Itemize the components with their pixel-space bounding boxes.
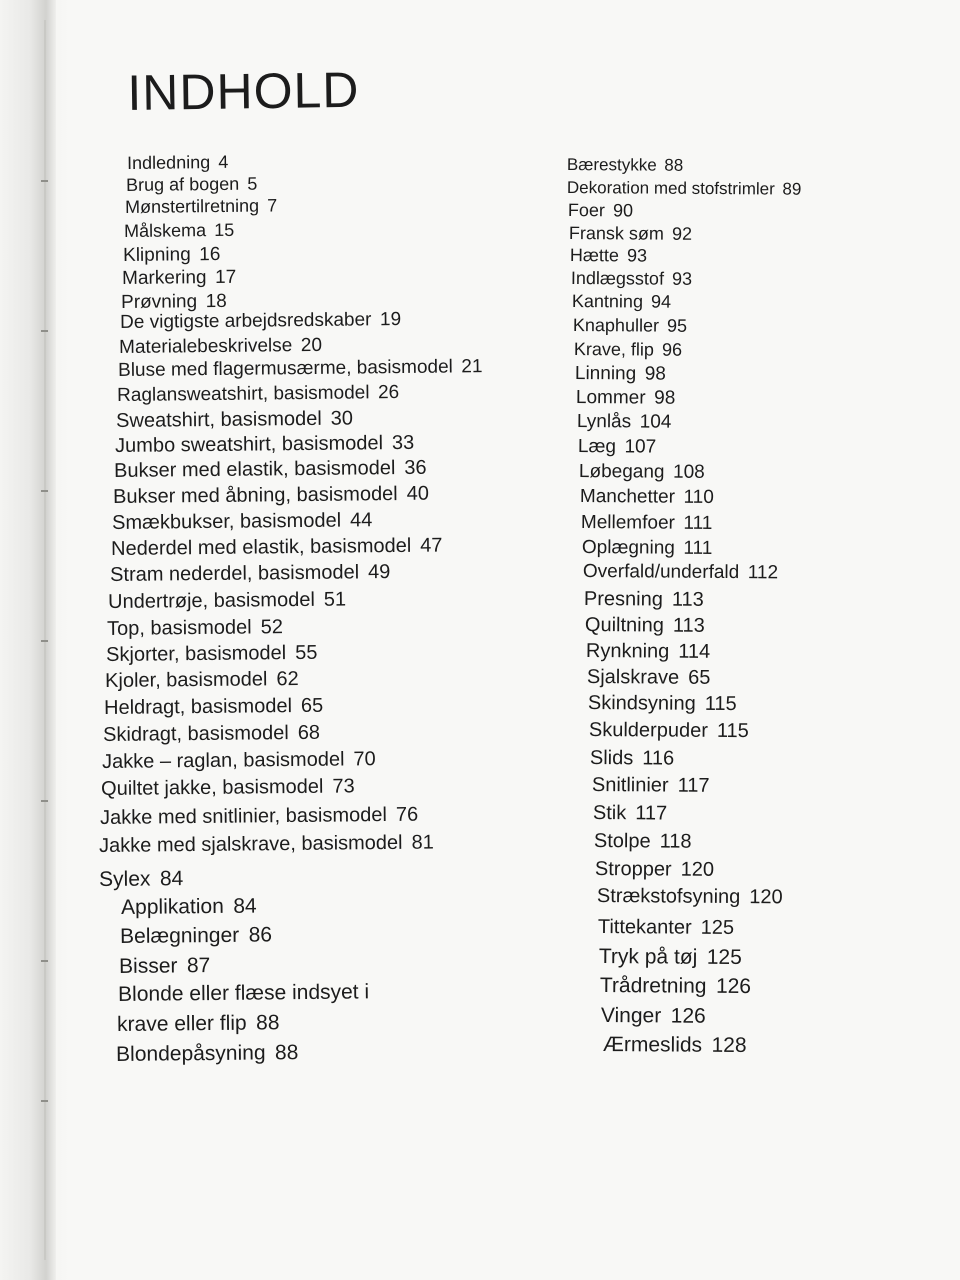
toc-entry xyxy=(116,409,353,431)
toc-entry xyxy=(581,513,713,533)
toc-entry-label: Presning xyxy=(583,588,663,611)
toc-entry-label: Sjalskrave xyxy=(586,666,680,689)
toc-entry xyxy=(103,723,320,745)
toc-entry-page-number: 126 xyxy=(715,974,752,999)
toc-entry-page-number: 125 xyxy=(706,945,742,969)
toc-entry-page-number: 117 xyxy=(677,774,710,797)
toc-entry xyxy=(114,458,427,481)
toc-entry-label: Indlægsstof xyxy=(570,268,665,289)
toc-entry xyxy=(120,924,272,947)
toc-entry-page-number: 84 xyxy=(159,867,184,891)
toc-entry-label: Linning xyxy=(574,363,637,385)
toc-entry-page-number: 107 xyxy=(624,436,657,458)
toc-entry-page-number: 104 xyxy=(639,411,672,433)
toc-entry-label: Stropper xyxy=(594,858,672,881)
toc-entry xyxy=(118,357,483,380)
toc-entry-label: Bærestykke xyxy=(566,155,657,175)
toc-entry-page-number: 21 xyxy=(461,356,483,378)
toc-entry-page-number: 33 xyxy=(391,431,415,455)
toc-entry-label: Lynlås xyxy=(576,411,632,433)
toc-entry-label: Jakke med sjalskrave, basismodel xyxy=(98,831,403,857)
toc-entry-page-number: 113 xyxy=(671,588,704,611)
toc-entry-label: Rynkning xyxy=(585,640,670,663)
toc-entry-page-number: 40 xyxy=(406,482,430,505)
toc-entry-label: Jakke med snitlinier, basismodel xyxy=(99,803,388,829)
toc-entry xyxy=(574,340,682,359)
toc-entry-page-number: 81 xyxy=(411,831,434,854)
toc-entry xyxy=(111,536,443,559)
toc-entry-page-number: 94 xyxy=(651,291,672,312)
toc-entry-page-number: 16 xyxy=(199,243,221,266)
toc-entry-page-number: 111 xyxy=(683,512,713,534)
toc-entry-page-number: 110 xyxy=(683,486,714,508)
toc-entry-label: Jumbo sweatshirt, basismodel xyxy=(114,432,384,457)
toc-entry-page-number: 128 xyxy=(711,1033,747,1058)
toc-entry xyxy=(600,975,751,997)
toc-entry-page-number: 51 xyxy=(323,588,347,611)
toc-entry xyxy=(120,310,401,332)
toc-entry xyxy=(115,433,414,456)
toc-entry xyxy=(102,749,376,772)
toc-entry-page-number: 19 xyxy=(379,309,402,331)
toc-entry xyxy=(588,693,737,714)
toc-entry-page-number: 26 xyxy=(377,382,400,404)
toc-entry-label: Quiltet jakke, basismodel xyxy=(100,775,324,800)
toc-entry xyxy=(580,487,714,507)
binding-stitch xyxy=(41,490,48,492)
toc-entry-label: Skjorter, basismodel xyxy=(105,642,287,666)
toc-entry xyxy=(593,803,667,824)
toc-entry xyxy=(113,484,429,507)
toc-entry-label: Lommer xyxy=(575,387,646,409)
toc-entry-label: Stik xyxy=(592,802,627,825)
toc-entry-label: Strækstofsyning xyxy=(596,885,741,909)
toc-entry-page-number: 115 xyxy=(716,719,749,743)
toc-entry xyxy=(125,196,277,216)
toc-entry-page-number: 114 xyxy=(678,640,711,663)
toc-entry-page-number: 86 xyxy=(248,923,273,947)
toc-entry xyxy=(568,201,633,219)
toc-entry-page-number: 5 xyxy=(247,173,258,194)
toc-entry-page-number: 92 xyxy=(671,223,693,244)
toc-entry-label: Applikation xyxy=(120,894,224,919)
toc-entry xyxy=(594,831,692,852)
toc-entry-label: Overfald/underfald xyxy=(582,561,740,584)
toc-entry xyxy=(105,669,299,691)
toc-entry-page-number: 62 xyxy=(276,667,299,691)
toc-entry-label: Markering xyxy=(121,267,207,289)
toc-entry xyxy=(573,316,687,335)
toc-entry xyxy=(572,292,671,311)
toc-entry xyxy=(112,510,372,533)
toc-entry-label: Sweatshirt, basismodel xyxy=(115,407,322,432)
toc-entry-page-number: 76 xyxy=(395,803,419,826)
binding-stitch xyxy=(41,800,48,802)
toc-entry-label: Læg xyxy=(577,436,617,458)
toc-entry-page-number: 93 xyxy=(626,245,648,266)
toc-entry-label: Fransk søm xyxy=(568,223,665,244)
binding-stitch xyxy=(41,180,48,182)
toc-entry-page-number: 52 xyxy=(260,616,283,639)
toc-entry-label: Tittekanter xyxy=(597,916,692,939)
toc-entry-label: Knaphuller xyxy=(572,315,660,336)
toc-entry-label: Stram nederdel, basismodel xyxy=(109,561,360,586)
toc-entry-page-number: 15 xyxy=(214,219,235,241)
toc-entry-label: Skindsyning xyxy=(587,692,696,715)
toc-entry-page-number: 95 xyxy=(667,315,688,336)
binding-stitch xyxy=(41,960,48,962)
toc-entry xyxy=(599,946,742,968)
toc-entry-label: Foer xyxy=(567,200,606,221)
toc-entry-page-number: 30 xyxy=(330,407,354,430)
toc-entry-label: Trådretning xyxy=(599,974,707,998)
toc-entry-page-number: 36 xyxy=(404,456,427,479)
toc-entry-label: Prøvning xyxy=(120,291,198,313)
toc-entry xyxy=(597,886,783,907)
toc-entry-page-number: 47 xyxy=(420,534,443,557)
toc-entry-label: De vigtigste arbejdsredskaber xyxy=(119,309,372,333)
toc-entry-label: Klipning xyxy=(122,244,191,266)
toc-entry-label: Sylex xyxy=(98,867,151,891)
toc-entry-label: Belægninger xyxy=(119,923,240,948)
binding-stitch xyxy=(41,640,48,642)
toc-entry-page-number: 44 xyxy=(349,509,373,532)
toc-entry xyxy=(577,412,672,432)
toc-entry xyxy=(578,437,656,457)
toc-entry-page-number: 116 xyxy=(642,747,675,770)
toc-entry xyxy=(584,589,704,610)
toc-entry xyxy=(121,896,257,918)
toc-entry-label: Dekoration med stofstrimler xyxy=(566,178,775,199)
toc-entry xyxy=(121,292,227,312)
toc-entry-page-number: 87 xyxy=(186,954,211,978)
toc-entry-label: Undertrøje, basismodel xyxy=(107,588,315,613)
toc-entry xyxy=(570,246,647,265)
toc-entry-page-number: 98 xyxy=(644,363,666,385)
toc-entry-page-number: 108 xyxy=(672,461,705,483)
toc-entry-page-number: 90 xyxy=(612,200,634,221)
toc-entry xyxy=(571,269,692,288)
toc-entry-label: Skidragt, basismodel xyxy=(102,722,289,746)
toc-entry xyxy=(585,615,705,636)
toc-entry-page-number: 70 xyxy=(353,748,376,771)
toc-entry xyxy=(99,868,183,890)
toc-entry xyxy=(567,156,683,174)
toc-entry-label: Tryk på tøj xyxy=(598,945,698,969)
toc-entry xyxy=(107,617,283,639)
toc-entry-page-number: 17 xyxy=(215,266,237,289)
toc-entry xyxy=(595,859,714,880)
toc-entry xyxy=(100,805,418,828)
toc-entry-page-number: 55 xyxy=(295,641,318,665)
toc-entry xyxy=(117,383,399,405)
toc-entry xyxy=(579,462,705,482)
toc-entry-label: Mellemfoer xyxy=(580,512,675,534)
toc-entry xyxy=(601,1005,706,1027)
toc-entry-page-number: 111 xyxy=(683,537,713,559)
toc-entry-page-number: 89 xyxy=(782,179,802,199)
toc-entry-page-number: 84 xyxy=(233,894,257,918)
toc-entry xyxy=(117,1012,280,1035)
toc-entry xyxy=(587,667,711,688)
toc-entry-label: Manchetter xyxy=(579,486,676,508)
toc-entry-label: Ærmeslids xyxy=(602,1033,703,1057)
toc-entry xyxy=(583,562,778,582)
toc-entry xyxy=(101,776,355,799)
toc-entry-page-number: 7 xyxy=(267,195,278,216)
toc-entry-label: Bukser med åbning, basismodel xyxy=(112,483,398,508)
toc-entry-label: Skulderpuder xyxy=(588,719,708,742)
toc-entry-page-number: 120 xyxy=(680,858,715,881)
toc-entry xyxy=(575,364,666,384)
toc-entry xyxy=(590,748,674,769)
toc-entry-page-number: 126 xyxy=(670,1004,706,1028)
toc-entry-page-number: 49 xyxy=(367,561,391,584)
toc-entry-page-number: 93 xyxy=(672,268,693,289)
toc-entry-label: Bluse med flagermusærme, basismodel xyxy=(117,356,453,381)
binding-stitch xyxy=(41,330,48,332)
toc-entry-label: Brug af bogen xyxy=(125,173,240,195)
toc-entry xyxy=(603,1034,747,1056)
toc-entry-page-number: 115 xyxy=(704,692,737,716)
toc-entry-page-number: 88 xyxy=(274,1041,299,1065)
toc-entry xyxy=(582,538,713,558)
toc-entry xyxy=(106,643,318,665)
toc-entry-label: Indledning xyxy=(126,152,211,173)
toc-entry xyxy=(104,696,323,718)
toc-entry xyxy=(99,832,434,856)
toc-entry xyxy=(123,245,220,265)
toc-entry-label: Mønstertilretning xyxy=(124,195,260,217)
toc-entry-label: Blonde eller flæse indsyet i xyxy=(117,980,370,1006)
toc-entry-label: Slids xyxy=(589,747,634,770)
toc-entry-page-number: 88 xyxy=(255,1011,280,1035)
toc-entry xyxy=(592,775,710,796)
toc-entry-page-number: 98 xyxy=(654,387,676,409)
toc-entry-label: Krave, flip xyxy=(573,339,655,360)
toc-entry xyxy=(119,955,210,977)
toc-entry-label: krave eller flip xyxy=(116,1011,247,1036)
toc-entry-page-number: 96 xyxy=(662,339,683,360)
toc-entry-label: Vinger xyxy=(600,1004,662,1028)
toc-entry-label: Quiltning xyxy=(584,614,664,637)
toc-entry-page-number: 120 xyxy=(749,886,783,909)
toc-entry-page-number: 65 xyxy=(300,694,324,717)
toc-entry xyxy=(586,641,710,662)
toc-entry-label: Kantning xyxy=(571,291,644,312)
toc-entry xyxy=(569,224,692,243)
toc-entry-page-number: 118 xyxy=(659,830,692,853)
toc-entry-label: Nederdel med elastik, basismodel xyxy=(110,534,412,560)
page-title: INDHOLD xyxy=(127,61,360,121)
toc-entry-label: Blondepåsyning xyxy=(115,1041,266,1066)
toc-entry xyxy=(576,388,676,408)
toc-entry xyxy=(108,590,346,612)
toc-entry-page-number: 68 xyxy=(297,721,321,744)
toc-entry xyxy=(598,917,734,938)
toc-entry-label: Heldragt, basismodel xyxy=(103,695,293,719)
toc-entry-label: Løbegang xyxy=(578,461,665,483)
toc-entry-page-number: 73 xyxy=(332,775,355,798)
toc-entry-label: Jakke – raglan, basismodel xyxy=(101,748,345,773)
toc-entry-label: Hætte xyxy=(569,245,620,266)
toc-entry-label: Top, basismodel xyxy=(106,616,252,640)
toc-entry-label: Bisser xyxy=(118,954,178,978)
toc-entry xyxy=(589,720,749,741)
toc-entry-label: Stolpe xyxy=(593,830,651,853)
toc-entry-label: Materialebeskrivelse xyxy=(118,335,293,358)
toc-entry-page-number: 125 xyxy=(700,916,735,939)
toc-entry xyxy=(127,153,228,172)
toc-entry-page-number: 113 xyxy=(672,614,705,637)
toc-entry xyxy=(110,562,390,585)
toc-entry xyxy=(119,336,322,357)
toc-entry-label: Kjoler, basismodel xyxy=(104,668,268,692)
toc-entry xyxy=(122,268,236,288)
toc-entry-label: Oplægning xyxy=(581,537,675,559)
toc-entry xyxy=(118,981,369,1005)
toc-entry-page-number: 4 xyxy=(218,151,229,173)
toc-entry-page-number: 20 xyxy=(300,334,323,357)
toc-entry xyxy=(116,1042,298,1065)
toc-entry-label: Bukser med elastik, basismodel xyxy=(113,457,396,482)
toc-entry-label: Målskema xyxy=(123,220,207,241)
toc-entry-page-number: 112 xyxy=(747,562,779,584)
toc-entry xyxy=(567,179,802,198)
toc-entry-label: Smækbukser, basismodel xyxy=(111,509,342,534)
toc-entry-page-number: 65 xyxy=(688,666,711,689)
toc-entry xyxy=(126,175,257,194)
toc-entry xyxy=(124,221,234,240)
toc-entry-label: Raglansweatshirt, basismodel xyxy=(116,382,370,406)
toc-entry-page-number: 88 xyxy=(664,155,684,175)
toc-entry-label: Snitlinier xyxy=(591,774,669,797)
toc-entry-page-number: 117 xyxy=(635,802,668,825)
toc-entry-page-number: 18 xyxy=(205,290,227,313)
binding-stitch xyxy=(41,1100,48,1102)
